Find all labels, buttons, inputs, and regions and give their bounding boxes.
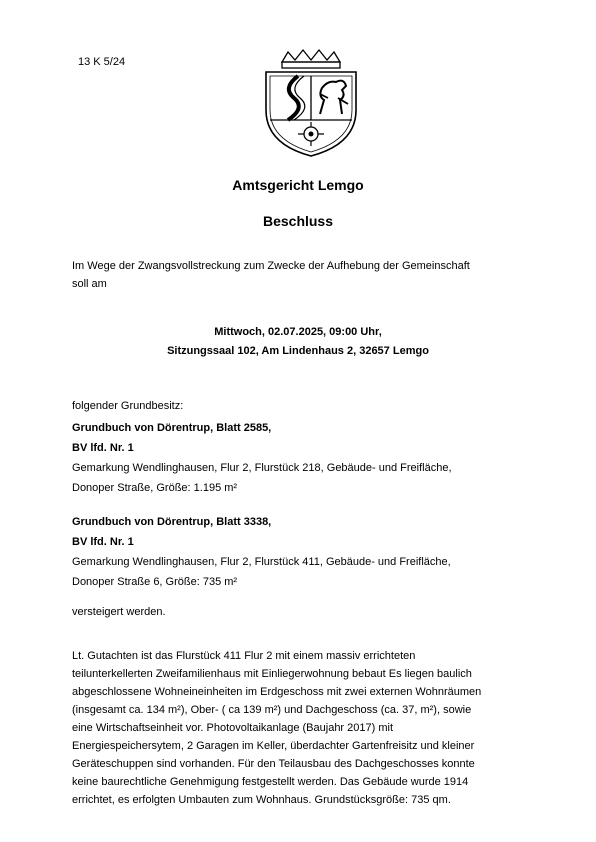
document-title: Beschluss — [262, 213, 334, 229]
session-place: Sitzungssaal 102, Am Lindenhaus 2, 32657 Lemgo — [167, 345, 429, 357]
property-heading: Grundbuch von Dörentrup, Blatt 2585, — [72, 422, 272, 434]
case-number: 13 K 5/24 — [78, 56, 126, 68]
property-line: Gemarkung Wendlinghausen, Flur 2, Flurstück 218, Gebäude- und Freifläche, — [72, 462, 452, 474]
appraisal-line: errichtet, es erfolgten Umbauten zum Wohnhaus. Grundstücksgröße: 735 qm. — [72, 794, 451, 806]
appraisal-line: (insgesamt ca. 134 m²), Ober- ( ca 139 m²) und Dachgeschoss (ca. 37, m²), sowie — [72, 704, 472, 716]
property-line: Gemarkung Wendlinghausen, Flur 2, Flurstück 411, Gebäude- und Freifläche, — [72, 556, 451, 568]
property-entry — [72, 418, 532, 498]
appraisal-line: keine baurechtliche Genehmigung festgestellt werden. Das Gebäude wurde 1914 — [72, 776, 469, 788]
auction-statement: versteigert werden. — [72, 606, 166, 618]
appraisal-line: Geräteschuppen sind vorhanden. Für den Teilausbau des Dachgeschosses konnte — [72, 758, 475, 770]
appraisal-line: teilunterkellerten Zweifamilienhaus mit Einliegerwohnung bebaut Es liegen baulich — [72, 668, 472, 680]
appraisal-line: eine Wirtschaftseinheit vor. Photovoltaikanlage (Baujahr 2017) mit — [72, 722, 394, 734]
property-line: Donoper Straße 6, Größe: 735 m² — [72, 576, 238, 588]
court-name: Amtsgericht Lemgo — [232, 177, 364, 193]
appraisal-line: Lt. Gutachten ist das Flurstück 411 Flur 2 mit einem massiv errichteten — [72, 650, 416, 662]
session-details — [72, 323, 524, 361]
property-heading: Grundbuch von Dörentrup, Blatt 3338, — [72, 516, 272, 528]
intro-paragraph — [72, 257, 532, 293]
intro-line: Im Wege der Zwangsvollstreckung zum Zwecke der Aufhebung der Gemeinschaft — [72, 260, 470, 272]
appraisal-line: abgeschlossene Wohneineinheiten im Erdgeschoss mit zwei externen Wohnräumen — [72, 686, 482, 698]
intro-line: soll am — [72, 278, 107, 290]
property-entry — [72, 512, 532, 592]
session-date: Mittwoch, 02.07.2025, 09:00 Uhr, — [214, 326, 382, 338]
appraisal-paragraph — [72, 647, 534, 809]
appraisal-line: Energiespeichersytem, 2 Garagen im Keller, überdachter Gartenfreisitz und kleiner — [72, 740, 475, 752]
property-bv: BV lfd. Nr. 1 — [72, 536, 134, 548]
coat-of-arms-seal-icon — [258, 48, 364, 158]
property-line: Donoper Straße, Größe: 1.195 m² — [72, 482, 238, 494]
property-bv: BV lfd. Nr. 1 — [72, 442, 134, 454]
property-intro: folgender Grundbesitz: — [72, 400, 184, 412]
